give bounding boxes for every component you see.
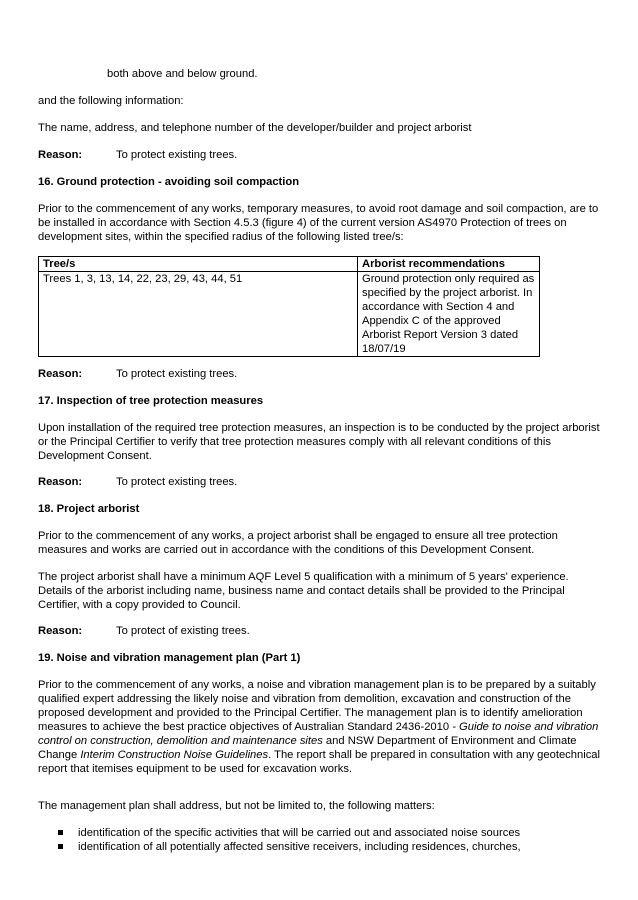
section-19-paragraph-1 [38,678,604,776]
section-16-heading: 16. Ground protection - avoiding soil compaction [38,176,300,188]
list-item [38,826,604,840]
reason-label: Reason: [38,368,83,380]
reason-text: To protect existing trees. [116,149,238,161]
section-19-paragraph-2: The management plan shall address, but not be limited to, the following matters: [38,800,435,812]
list-item-text: identification of all potentially affected sensitive receivers, including residences, churches, [78,841,521,853]
matters-list [38,826,604,854]
section-19-heading: 19. Noise and vibration management plan (Part 1) [38,652,301,664]
reason-row [38,367,604,381]
section-18-paragraph-2: The project arborist shall have a minimum AQF Level 5 qualification with a minimum of 5 years' experience. Details of the arborist including name, business name and contact details shall be provided to the Principal Certifier, with a copy provided to Council. [38,571,569,611]
table-header-trees: Tree/s [39,257,358,272]
table-cell-trees: Trees 1, 3, 13, 14, 22, 23, 29, 43, 44, 51 [39,272,358,357]
bullet-icon [58,844,63,849]
list-item [38,840,604,854]
reason-text: To protect existing trees. [116,476,238,488]
para-text: and NSW Department of Environment and Climate Change [38,735,577,761]
table-cell-recommendation: Ground protection only required as specified by the project arborist. In accordance with Section 4 and Appendix C of the approved Arborist Report Version 3 dated 18/07/19 [358,272,540,357]
section-16-paragraph: Prior to the commencement of any works, temporary measures, to avoid root damage and soil compaction, are to be installed in accordance with Section 4.5.3 (figure 4) of the current version AS4970 Protection of trees on development sites, within the specified radius of the following listed tree/s: [38,203,599,243]
list-item-text: identification of the specific activities that will be carried out and associated noise sources [78,827,521,839]
reason-label: Reason: [38,476,83,488]
reason-text: To protect of existing trees. [116,625,250,637]
section-17-heading: 17. Inspection of tree protection measures [38,395,264,407]
table-header-row [39,257,540,272]
guideline-title: Interim Construction Noise Guidelines [80,749,269,761]
reason-label: Reason: [38,625,83,637]
section-18-heading: 18. Project arborist [38,503,140,515]
and-following-text: and the following information: [38,95,184,107]
bullet-icon [58,830,63,835]
table-row [39,272,540,357]
reason-row [38,624,604,638]
para-text: . The report shall be prepared in consultation with any geotechnical report that itemises equipment to be used for excavation works. [38,749,601,775]
continuation-line: both above and below ground. [107,68,258,80]
para-text: Prior to the commencement of any works, a noise and vibration management plan is to be prepared by a suitably qualified expert addressing the likely noise and vibration from demolition, excavation and construction of the proposed development and provided to the Principal Certifier. The management plan is to identify amelioration measures to achieve the best practice objectives of Australian Standard 2436-2010 [38,679,596,733]
developer-info-text: The name, address, and telephone number of the developer/builder and project arborist [38,122,472,134]
table-header-recommendations: Arborist recommendations [358,257,540,272]
reason-row [38,475,604,489]
section-18-paragraph-1: Prior to the commencement of any works, a project arborist shall be engaged to ensure all tree protection measures and works are carried out in accordance with the conditions of this Development Consent. [38,530,558,556]
reason-row [38,148,604,162]
section-17-paragraph: Upon installation of the required tree protection measures, an inspection is to be conducted by the project arborist or the Principal Certifier to verify that tree protection measures comply with all relevant conditions of this Development Consent. [38,422,600,462]
standard-title: - Guide to noise and vibration control on construction, demolition and maintenance sites [38,721,599,747]
tree-protection-table [38,256,540,357]
reason-label: Reason: [38,149,83,161]
reason-text: To protect existing trees. [116,368,238,380]
